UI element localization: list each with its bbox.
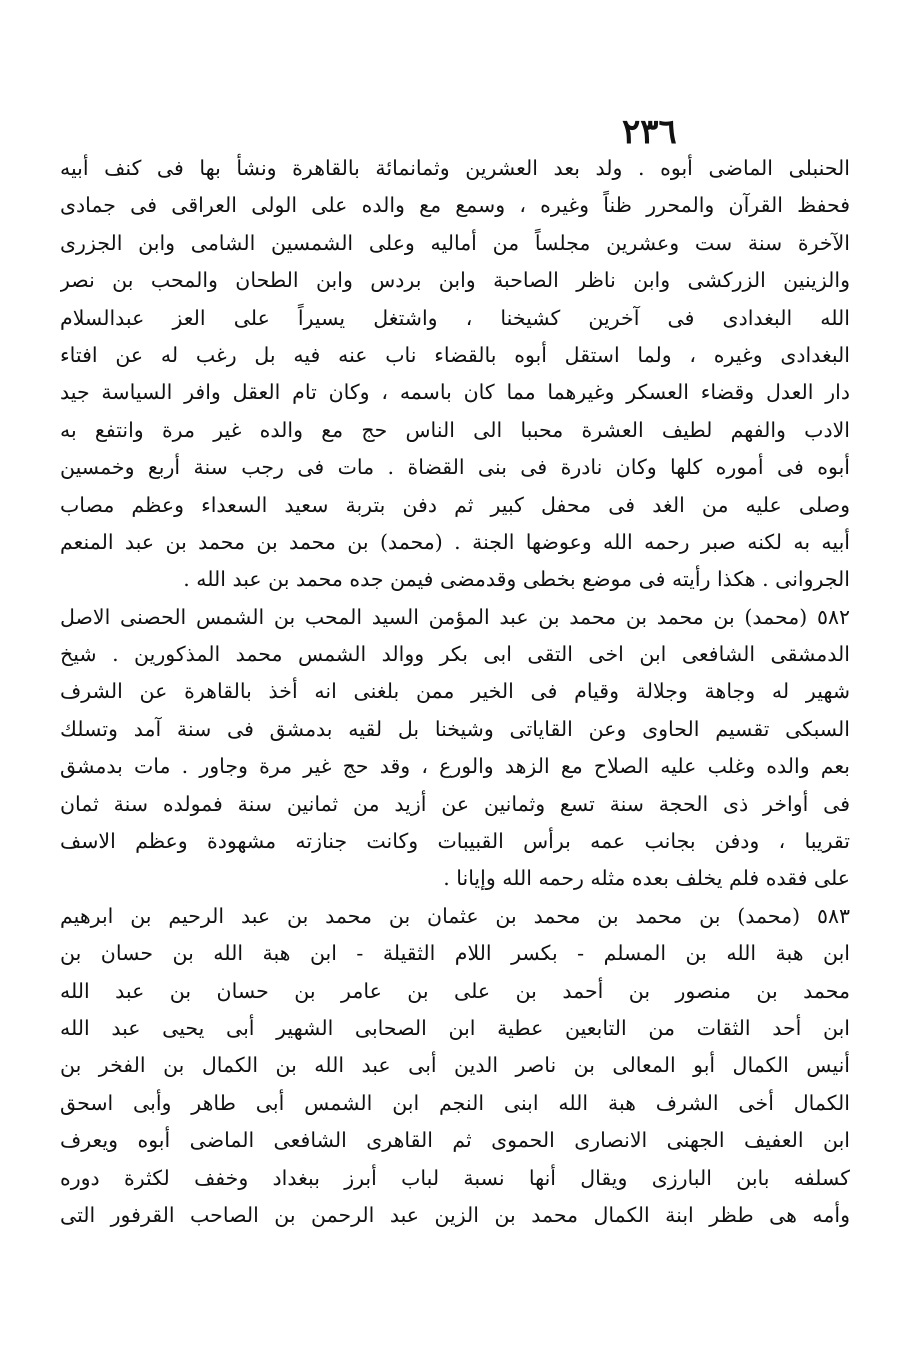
text-line: فحفظ القرآن والمحرر ظناً وغيره ، وسمع مع والده على الولى العراقى فى جمادى: [60, 193, 850, 218]
text-line: دار العدل وقضاء العسكر وغيرهما مما كان باسمه ، وكان تام العقل وافر السياسة جيد: [60, 380, 850, 405]
text-line: كسلفه بابن البارزى ويقال أنها نسبة لباب أبرز ببغداد وخفف لكثرة دوره: [60, 1165, 850, 1190]
text-line: الادب والفهم لطيف العشرة محببا الى الناس حج مع والده غير مرة وانتفع به: [60, 417, 850, 442]
text-line: ابن العفيف الجهنى الانصارى الحموى ثم القاهرى الشافعى الماضى أبوه ويعرف: [60, 1128, 850, 1153]
text-line: ابن هبة الله بن المسلم - بكسر اللام الثقيلة - ابن هبة الله بن حسان بن: [60, 941, 850, 966]
text-line: والزينين الزركشى وابن ناظر الصاحبة وابن بردس وابن الطحان والمحب بن نصر: [60, 268, 850, 293]
text-line: شهير له وجاهة وجلالة وقيام فى الخير ممن بلغنى انه أخذ بالقاهرة عن الشرف: [60, 679, 850, 704]
text-line: فى أواخر ذى الحجة سنة تسع وثمانين عن أزيد من ثمانين سنة فمولده سنة ثمان: [60, 791, 850, 816]
text-line: محمد بن منصور بن أحمد بن على بن عامر بن حسان بن عبد الله: [60, 978, 850, 1003]
text-line: تقريبا ، ودفن بجانب عمه برأس القبيبات وكانت جنازته مشهودة وعظم الاسف: [60, 829, 850, 854]
text-line: أنيس الكمال أبو المعالى بن ناصر الدين أبى عبد الله بن الكمال بن الفخر بن: [60, 1053, 850, 1078]
text-line: الحنبلى الماضى أبوه . ولد بعد العشرين وثمانمائة بالقاهرة ونشأ بها فى كنف أبيه: [60, 156, 850, 180]
body-text: [60, 150, 850, 1234]
text-line: البغدادى وغيره ، ولما استقل أبوه بالقضاء ناب عنه فيه بل رغب له عن افتاء: [60, 342, 850, 367]
entry-583-heading-line: ٥٨٣ (محمد) بن محمد بن محمد بن عثمان بن محمد بن عبد الرحيم بن ابرهيم: [60, 903, 850, 928]
text-line: وأمه هى طظر ابنة الكمال محمد بن الزين عبد الرحمن بن الصاحب القرفور التى: [60, 1202, 850, 1227]
text-line: ابن أحد الثقات من التابعين عطية ابن الصحابى الشهير أبى يحيى عبد الله: [60, 1015, 850, 1040]
entry-582-heading-line: ٥٨٢ (محمد) بن محمد بن محمد بن عبد المؤمن السيد المحب بن الشمس الحصنى الاصل: [60, 604, 850, 629]
page-number: ٢٣٦: [622, 112, 677, 152]
text-line: السبكى تقسيم الحاوى وعن القاياتى وشيخنا بل لقيه بدمشق فى سنة آمد وتسلك: [60, 716, 850, 741]
text-line: أبيه به لكنه صبر رحمه الله وعوضها الجنة . (محمد) بن محمد بن محمد بن عبد المنعم: [60, 529, 850, 554]
text-line: الله البغدادى فى آخرين كشيخنا ، واشتغل يسيراً على العز عبدالسلام: [60, 305, 850, 330]
text-line: الدمشقى الشافعى ابن اخى التقى ابى بكر ووالد الشمس محمد المذكورين . شيخ: [60, 642, 850, 667]
text-line: الكمال أخى الشرف هبة الله ابنى النجم ابن الشمس أبى طاهر وأبى اسحق: [60, 1090, 850, 1115]
text-line: على فقده فلم يخلف بعده مثله رحمه الله وإيانا .: [443, 866, 850, 891]
text-line: وصلى عليه من الغد فى محفل كبير ثم دفن بتربة سعيد السعداء وعظم مصاب: [60, 492, 850, 517]
text-line: الآخرة سنة ست وعشرين مجلساً من أماليه وعلى الشمسين الشامى وابن الجزرى: [60, 230, 850, 255]
text-line: بعم والده وغلب عليه الصلاح مع الزهد والورع ، وقد حج غير مرة وجاور . مات بدمشق: [60, 754, 850, 779]
text-line: أبوه فى أموره كلها وكان نادرة فى بنى القضاة . مات فى رجب سنة أربع وخمسين: [60, 455, 850, 480]
text-line: الجروانى . هكذا رأيته فى موضع بخطى وقدمضى فيمن جده محمد بن عبد الله .: [183, 567, 850, 592]
